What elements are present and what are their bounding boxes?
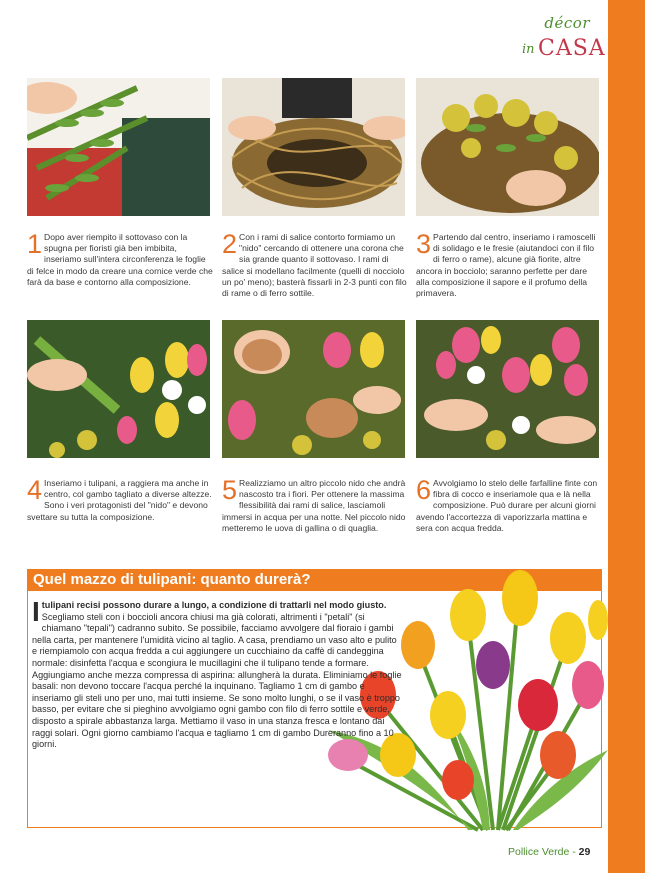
step-2 [222, 229, 408, 299]
tulip-box-dropcap: I [32, 596, 40, 627]
step-5-text: Realizziamo un altro piccolo nido che andrà nascosto tra i fiori. Per ottenere la massima flessibilità dai rami di salice, lasciamoli immersi in acqua per una notte. Nel piccolo nido metteremo le uova di gallina o di quaglia. [222, 478, 406, 533]
tulip-box-body: Scegliamo steli con i boccioli ancora chiusi ma già colorati, altrimenti i "petali" (si chiamano "tepali") cadranno subito. Se possibile, facciamo avvolgere dal fioraio i gambi nella carta, per mantenere l'umidità vicino al taglio. A casa, prendiamo un vaso alto e pulito e riempiamolo con acqua fredda a cui aggiungere un cucchiaino da caffè di candeggina normale: disinfetta l'acqua e scongiura le mucillagini che il tulipano tende a formare. Aggiungiamo anche mezza compressa di aspirina: allungherà la durata. Eliminiamo le foglie basali: non devono toccare l'acqua perché la inquinano. Tagliamo 1 cm di gambo e inseriamo gli steli uno per uno, mai tutti insieme. Se sono molto lunghi, o se il vaso è troppo basso, per evitare che si pieghino avvolgiamo ogni gambo con filo di ferro sottile e verde, disposto a spirale abbastanza larga. Mettiamo il vaso in una stanza fresca e lontano dai raggi solari. Ogni giorno cambiamo l'acqua e tagliamo 1 cm di gambo Dureranno fino a 10 giorni. [32, 611, 402, 750]
step-4-number: 4 [27, 475, 43, 505]
step-3-text: Partendo dal centro, inseriamo i ramoscelli di solidago e le fresie (aiutandoci con il filo di ferro o rame), alcune già fiorite, altre ancora in bocciolo; saranno perfette per dare alla composizione il sapore e il profumo della primavera. [416, 232, 596, 299]
step-3-photo [416, 78, 599, 216]
step-2-text: Con i rami di salice contorto formiamo un "nido" cercando di ottenere una corona che sia grande quanto il sottovaso. I rami di salice si modellano facilmente (quelli di nocciolo un po' meno); basterà fissarli in 2-3 punti con filo di rame o di ferro sottile. [222, 232, 407, 299]
step-4-text: Inseriamo i tulipani, a raggiera ma anche in centro, col gambo tagliato a diverse altezze. Sono i veri protagonisti del "nido" e devono svettare su tutta la composizione. [27, 478, 212, 522]
tulip-box-text [32, 596, 404, 751]
step-6-photo [416, 320, 599, 458]
tulip-box-title: Quel mazzo di tulipani: quanto durerà? [33, 571, 311, 588]
step-6-text: Avvolgiamo lo stelo delle farfalline finte con fibra di cocco e inseriamole qua e là nella composizione. Può durare per alcuni giorni avendo l'accortezza di vaporizzarla mattina e sera con acqua fredda. [416, 478, 598, 533]
step-3 [416, 229, 602, 299]
step-1-photo [27, 78, 210, 216]
step-1-number: 1 [27, 229, 43, 259]
step-5-photo [222, 320, 405, 458]
header-casa: CASA [538, 36, 606, 61]
step-6 [416, 475, 602, 534]
page-footer [508, 846, 590, 858]
step-4 [27, 475, 213, 523]
step-5 [222, 475, 408, 534]
footer-magazine: Pollice Verde [508, 846, 570, 858]
step-5-number: 5 [222, 475, 238, 505]
step-4-photo [27, 320, 210, 458]
step-2-number: 2 [222, 229, 238, 259]
step-3-number: 3 [416, 229, 432, 259]
footer-page-number: 29 [578, 846, 591, 858]
tulip-box-lead: tulipani recisi possono durare a lungo, a condizione di trattarli nel modo giusto. [41, 600, 387, 610]
footer-separator: - [569, 846, 579, 858]
step-1-text: Dopo aver riempito il sottovaso con la spugna per fioristi già ben imbibita, inseriamo sull'intera circonferenza le foglie di felce in modo da creare una cornice verde che farà da base e contorno alla composizione. [27, 232, 213, 287]
step-6-number: 6 [416, 475, 432, 505]
orange-side-bar [608, 0, 645, 873]
step-2-photo [222, 78, 405, 216]
header-in: in [522, 42, 535, 57]
step-1 [27, 229, 213, 288]
section-header [500, 14, 604, 70]
header-decor: décor [544, 14, 590, 32]
